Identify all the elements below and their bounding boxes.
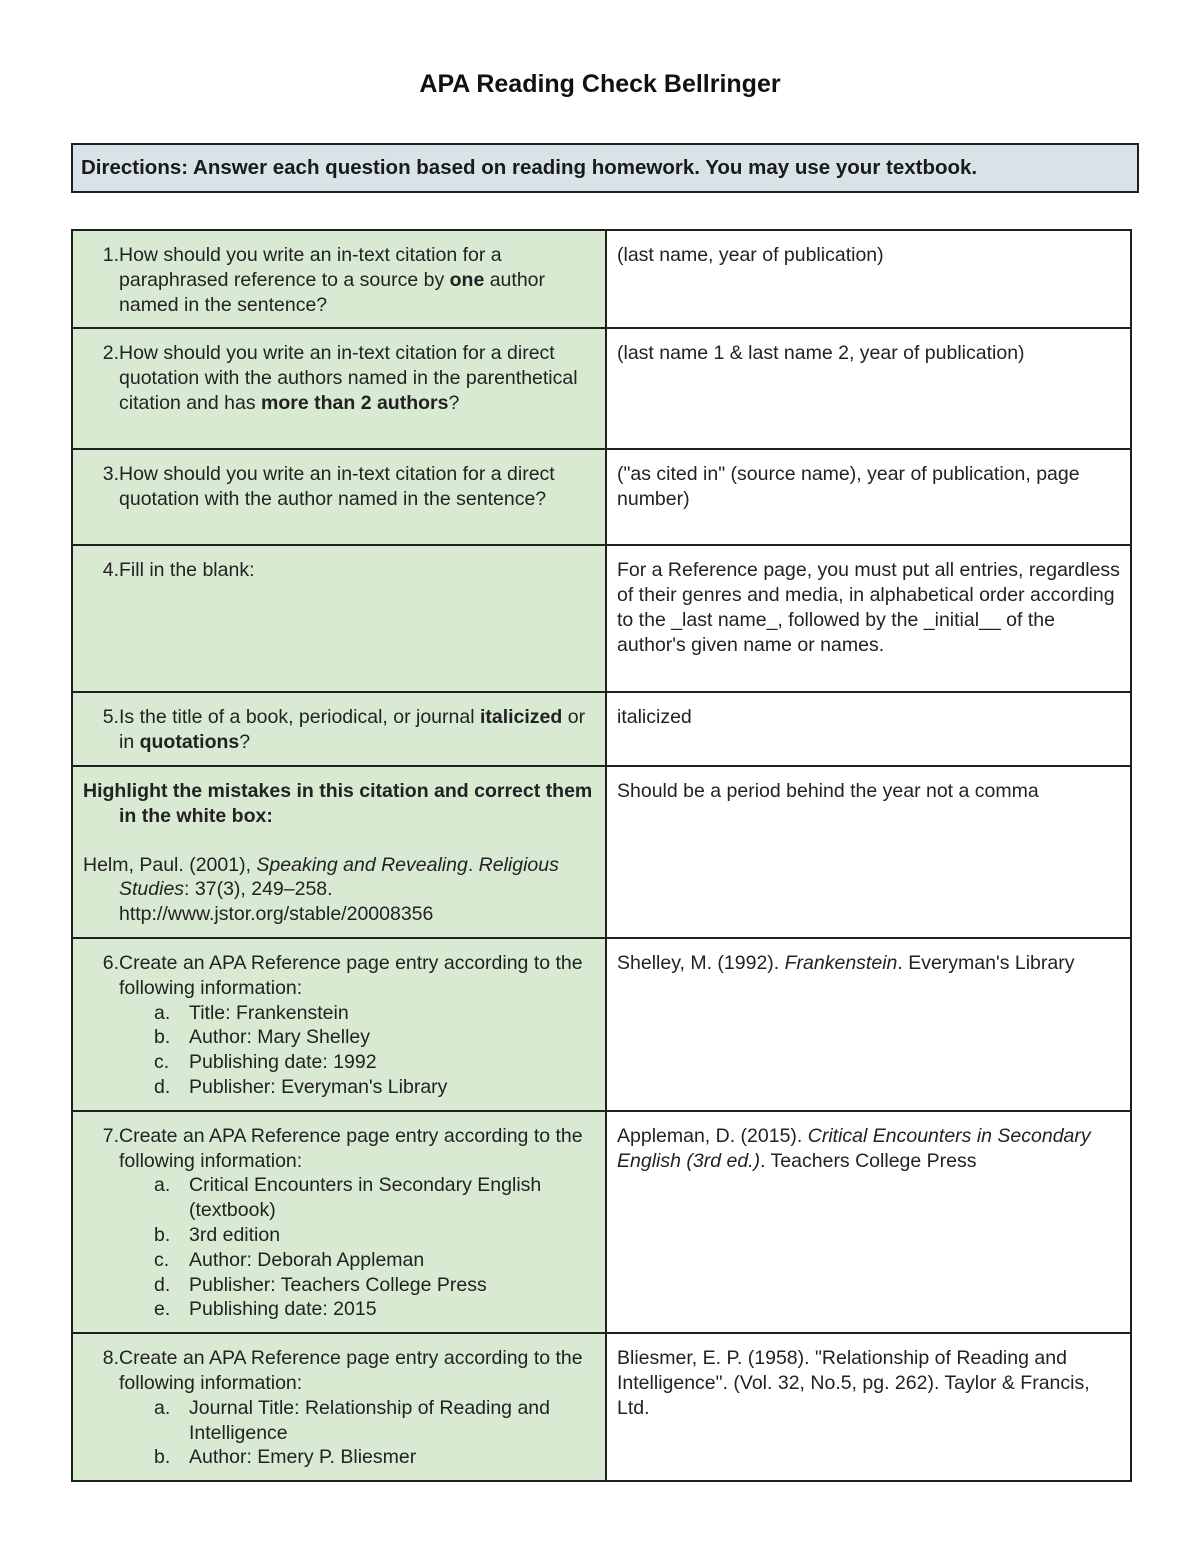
sub-list xyxy=(119,1396,595,1470)
answer-cell-citation[interactable] xyxy=(606,766,1131,938)
question-text: Create an APA Reference page entry according to the following information: xyxy=(119,951,583,999)
answer-text: italicized xyxy=(617,706,692,729)
question-cell-6 xyxy=(72,938,606,1111)
question-cell-2 xyxy=(72,328,606,449)
list-item: a. Critical Encounters in Secondary English (textbook) xyxy=(154,1174,542,1222)
directions-box xyxy=(71,143,1139,193)
list-item: a. Journal Title: Relationship of Reading and Intelligence xyxy=(154,1396,550,1444)
list-item: c. Author: Deborah Appleman xyxy=(154,1248,425,1271)
table-row xyxy=(72,1333,1131,1481)
citation-heading: Highlight the mistakes in this citation and correct them in the white box: xyxy=(83,779,593,827)
answer-cell-7[interactable] xyxy=(606,1111,1131,1333)
answer-cell-4[interactable] xyxy=(606,545,1131,692)
directions-text: Directions: Answer each question based on reading homework. You may use your textbook. xyxy=(81,156,978,179)
answer-cell-3[interactable] xyxy=(606,449,1131,545)
table-row xyxy=(72,449,1131,545)
answer-text: ("as cited in" (source name), year of publication, page number) xyxy=(617,463,1080,511)
question-number: 7. xyxy=(102,1124,119,1147)
table-row xyxy=(72,230,1131,328)
question-cell-3 xyxy=(72,449,606,545)
answer-cell-1[interactable] xyxy=(606,230,1131,328)
table-row xyxy=(72,766,1131,938)
answer-text: Shelley, M. (1992). Frankenstein. Everyman's Library xyxy=(617,951,1075,974)
table-row xyxy=(72,545,1131,692)
question-number: 3. xyxy=(102,463,119,486)
citation-text: Helm, Paul. (2001), Speaking and Revealing. Religious Studies: 37(3), 249–258. http://www.jstor.org/stable/20008356 xyxy=(83,853,559,926)
list-item: b. 3rd edition xyxy=(154,1223,281,1246)
list-item: d. Publisher: Everyman's Library xyxy=(154,1075,448,1098)
list-item: c. Publishing date: 1992 xyxy=(154,1051,377,1074)
sub-list xyxy=(119,1173,595,1322)
question-number: 8. xyxy=(102,1347,119,1370)
question-text: Fill in the blank: xyxy=(119,559,255,582)
table-row xyxy=(72,692,1131,766)
table-row xyxy=(72,1111,1131,1333)
question-number: 2. xyxy=(102,342,119,365)
question-text: How should you write an in-text citation for a direct quotation with the authors named in the parenthetical citation and has more than 2 authors? xyxy=(119,342,578,414)
question-cell-1 xyxy=(72,230,606,328)
question-answer-table xyxy=(71,229,1132,1482)
answer-cell-8[interactable] xyxy=(606,1333,1131,1481)
list-item: d. Publisher: Teachers College Press xyxy=(154,1273,487,1296)
answer-cell-2[interactable] xyxy=(606,328,1131,449)
question-number: 5. xyxy=(102,706,119,729)
table-row xyxy=(72,328,1131,449)
answer-text: (last name, year of publication) xyxy=(617,244,884,266)
question-number: 4. xyxy=(102,559,119,582)
answer-text: Should be a period behind the year not a comma xyxy=(617,779,1039,802)
question-number: 1. xyxy=(102,244,119,266)
question-text: Create an APA Reference page entry according to the following information: xyxy=(119,1347,583,1394)
question-cell-5 xyxy=(72,692,606,766)
question-cell-8 xyxy=(72,1333,606,1481)
question-cell-4 xyxy=(72,545,606,692)
answer-text: For a Reference page, you must put all entries, regardless of their genres and media, in alphabetical order according to the _last name_, followed by the _initial__ of the author's given name or names. xyxy=(617,559,1120,656)
table-row xyxy=(72,938,1131,1111)
page-title: APA Reading Check Bellringer xyxy=(419,70,781,98)
question-text: How should you write an in-text citation for a direct quotation with the author named in the sentence? xyxy=(119,463,555,511)
answer-text: (last name 1 & last name 2, year of publication) xyxy=(617,342,1025,365)
question-text: Is the title of a book, periodical, or journal italicized or in quotations? xyxy=(119,706,586,754)
answer-text: Bliesmer, E. P. (1958). "Relationship of Reading and Intelligence". (Vol. 32, No.5, pg. 262). Taylor & Francis, Ltd. xyxy=(617,1347,1090,1419)
list-item: b. Author: Mary Shelley xyxy=(154,1026,370,1049)
list-item: b. Author: Emery P. Bliesmer xyxy=(154,1446,417,1469)
answer-cell-6[interactable] xyxy=(606,938,1131,1111)
answer-text: Appleman, D. (2015). Critical Encounters in Secondary English (3rd ed.). Teachers College Press xyxy=(617,1124,1091,1172)
sub-list xyxy=(119,1001,595,1100)
question-number: 6. xyxy=(102,951,119,974)
list-item: e. Publishing date: 2015 xyxy=(154,1298,377,1321)
answer-cell-5[interactable] xyxy=(606,692,1131,766)
list-item: a. Title: Frankenstein xyxy=(154,1001,349,1024)
question-text: How should you write an in-text citation for a paraphrased reference to a source by one author named in the sentence? xyxy=(119,244,546,316)
question-cell-7 xyxy=(72,1111,606,1333)
citation-correction-cell xyxy=(72,766,606,938)
question-text: Create an APA Reference page entry according to the following information: xyxy=(119,1124,583,1172)
